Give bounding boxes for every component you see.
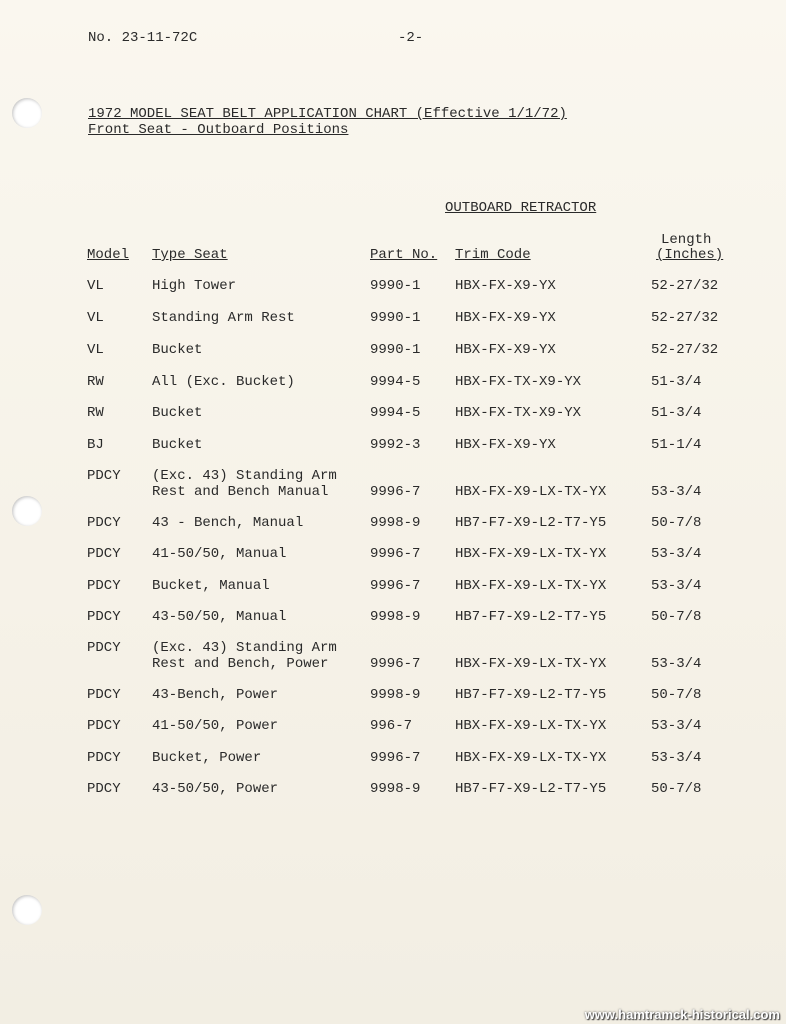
model-cell: PDCY [87,781,121,797]
trim-code-cell: HB7-F7-X9-L2-T7-Y5 [455,515,607,531]
column-header-part-no: Part No. [370,247,438,263]
title-line-1: 1972 MODEL SEAT BELT APPLICATION CHART (Effective 1/1/72) [88,106,567,122]
type-seat-cell: 43-50/50, Power [152,781,279,797]
trim-code-cell: HBX-FX-X9-YX [455,310,556,326]
model-cell: PDCY [87,750,121,766]
part-no-cell: 9996-7 [370,750,421,766]
model-cell: PDCY [87,687,121,703]
part-no-cell: 9998-9 [370,781,421,797]
trim-code-cell: HB7-F7-X9-L2-T7-Y5 [455,687,607,703]
length-cell: 51-3/4 [651,374,702,390]
part-no-cell: 9990-1 [370,310,421,326]
type-seat-cell: Standing Arm Rest [152,310,295,326]
model-cell: RW [87,405,104,421]
model-cell: PDCY [87,468,121,484]
title-line-2: Front Seat - Outboard Positions [88,122,349,138]
part-no-cell: 996-7 [370,718,413,734]
type-seat-cell: 41-50/50, Power [152,718,279,734]
part-no-cell: 9994-5 [370,405,421,421]
binder-hole [12,895,42,925]
section-heading: OUTBOARD RETRACTOR [445,200,597,216]
length-cell: 50-7/8 [651,687,702,703]
part-no-cell: 9996-7 [370,546,421,562]
trim-code-cell: HBX-FX-X9-LX-TX-YX [455,484,607,500]
type-seat-cell: Bucket [152,342,203,358]
part-no-cell: 9990-1 [370,342,421,358]
type-seat-cell-line-2: Rest and Bench Manual [152,484,329,500]
type-seat-cell: 43-50/50, Manual [152,609,287,625]
model-cell: PDCY [87,578,121,594]
trim-code-cell: HBX-FX-TX-X9-YX [455,405,582,421]
type-seat-cell: (Exc. 43) Standing Arm [152,468,337,484]
type-seat-cell: Bucket [152,437,203,453]
model-cell: VL [87,278,104,294]
part-no-cell: 9992-3 [370,437,421,453]
model-cell: VL [87,310,104,326]
model-cell: RW [87,374,104,390]
type-seat-cell: (Exc. 43) Standing Arm [152,640,337,656]
part-no-cell: 9990-1 [370,278,421,294]
column-header-trim-code: Trim Code [455,247,531,263]
column-header-type-seat: Type Seat [152,247,228,263]
watermark: www.hamtramck-historical.com [584,1007,780,1022]
part-no-cell: 9996-7 [370,656,421,672]
length-cell: 52-27/32 [651,278,719,294]
length-cell: 52-27/32 [651,310,719,326]
length-cell: 51-3/4 [651,405,702,421]
column-header-length-units: (Inches) [656,247,724,263]
model-cell: BJ [87,437,104,453]
binder-hole [12,496,42,526]
trim-code-cell: HBX-FX-X9-YX [455,342,556,358]
length-cell: 53-3/4 [651,750,702,766]
type-seat-cell: Bucket, Manual [152,578,270,594]
model-cell: PDCY [87,609,121,625]
chart-title [88,106,567,138]
trim-code-cell: HBX-FX-X9-YX [455,437,556,453]
binder-hole [12,98,42,128]
model-cell: PDCY [87,640,121,656]
model-cell: VL [87,342,104,358]
trim-code-cell: HBX-FX-X9-LX-TX-YX [455,718,607,734]
length-cell: 51-1/4 [651,437,702,453]
trim-code-cell: HBX-FX-X9-LX-TX-YX [455,656,607,672]
type-seat-cell-line-2: Rest and Bench, Power [152,656,329,672]
part-no-cell: 9996-7 [370,578,421,594]
length-cell: 53-3/4 [651,718,702,734]
model-cell: PDCY [87,515,121,531]
trim-code-cell: HB7-F7-X9-L2-T7-Y5 [455,609,607,625]
length-cell: 50-7/8 [651,609,702,625]
trim-code-cell: HBX-FX-TX-X9-YX [455,374,582,390]
part-no-cell: 9996-7 [370,484,421,500]
column-header-length: Length [661,232,712,248]
length-cell: 52-27/32 [651,342,719,358]
type-seat-cell: Bucket [152,405,203,421]
part-no-cell: 9998-9 [370,515,421,531]
trim-code-cell: HBX-FX-X9-LX-TX-YX [455,578,607,594]
model-cell: PDCY [87,546,121,562]
length-cell: 50-7/8 [651,515,702,531]
part-no-cell: 9998-9 [370,609,421,625]
document-number: No. 23-11-72C [88,30,198,46]
length-cell: 53-3/4 [651,484,702,500]
column-header-model: Model [87,247,130,263]
type-seat-cell: 41-50/50, Manual [152,546,287,562]
type-seat-cell: 43-Bench, Power [152,687,279,703]
length-cell: 53-3/4 [651,656,702,672]
part-no-cell: 9998-9 [370,687,421,703]
type-seat-cell: All (Exc. Bucket) [152,374,295,390]
page-number: -2- [398,30,424,46]
trim-code-cell: HBX-FX-X9-YX [455,278,556,294]
model-cell: PDCY [87,718,121,734]
trim-code-cell: HB7-F7-X9-L2-T7-Y5 [455,781,607,797]
trim-code-cell: HBX-FX-X9-LX-TX-YX [455,750,607,766]
length-cell: 53-3/4 [651,578,702,594]
type-seat-cell: High Tower [152,278,237,294]
type-seat-cell: Bucket, Power [152,750,262,766]
length-cell: 50-7/8 [651,781,702,797]
type-seat-cell: 43 - Bench, Manual [152,515,304,531]
part-no-cell: 9994-5 [370,374,421,390]
length-cell: 53-3/4 [651,546,702,562]
trim-code-cell: HBX-FX-X9-LX-TX-YX [455,546,607,562]
